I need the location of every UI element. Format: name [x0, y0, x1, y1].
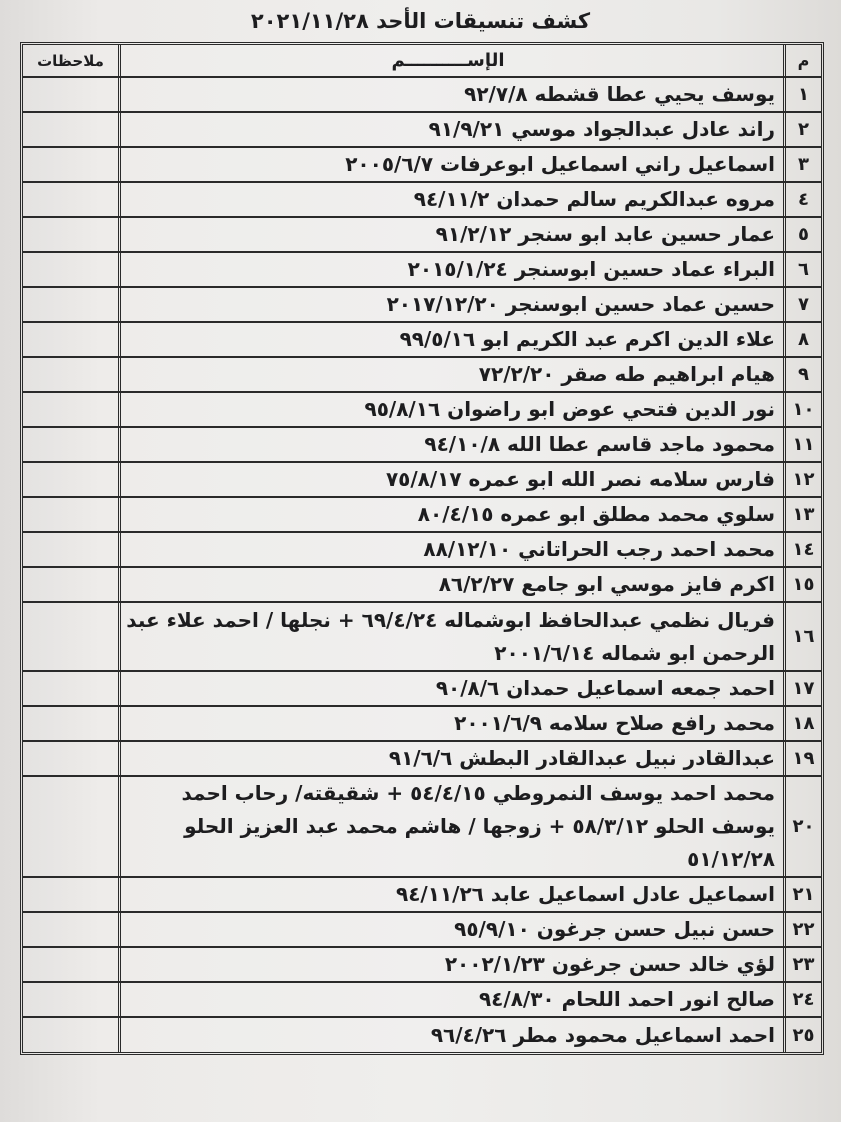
table-row [23, 463, 821, 498]
row-name: نور الدين فتحي عوض ابو راضوان ٩٥/٨/١٦ [118, 393, 783, 426]
row-notes [23, 603, 118, 670]
row-name: علاء الدين اكرم عبد الكريم ابو ٩٩/٥/١٦ [118, 323, 783, 356]
table-row [23, 1018, 821, 1052]
row-number: ١ [783, 78, 821, 111]
row-notes [23, 983, 118, 1016]
row-notes [23, 78, 118, 111]
row-number: ٢٢ [783, 913, 821, 946]
row-number: ٧ [783, 288, 821, 321]
row-number: ١٤ [783, 533, 821, 566]
table-row [23, 533, 821, 568]
row-notes [23, 913, 118, 946]
row-name: راند عادل عبدالجواد موسي ٩١/٩/٢١ [118, 113, 783, 146]
table-row [23, 148, 821, 183]
document-title: كشف تنسيقات الأحد ٢٠٢١/١١/٢٨ [250, 9, 591, 33]
row-number: ٢٤ [783, 983, 821, 1016]
table-body [23, 78, 821, 1052]
row-name: البراء عماد حسين ابوسنجر ٢٠١٥/١/٢٤ [118, 253, 783, 286]
table-row [23, 393, 821, 428]
row-name: صالح انور احمد اللحام ٩٤/٨/٣٠ [118, 983, 783, 1016]
row-notes [23, 253, 118, 286]
row-number: ٨ [783, 323, 821, 356]
row-notes [23, 533, 118, 566]
row-name: حسين عماد حسين ابوسنجر ٢٠١٧/١٢/٢٠ [118, 288, 783, 321]
row-number: ١٦ [783, 603, 821, 670]
row-number: ٢٣ [783, 948, 821, 981]
table-row [23, 742, 821, 777]
row-number: ١٩ [783, 742, 821, 775]
row-number: ١٠ [783, 393, 821, 426]
table-row [23, 253, 821, 288]
row-notes [23, 463, 118, 496]
table-row [23, 603, 821, 672]
row-notes [23, 218, 118, 251]
table-row [23, 777, 821, 878]
table-row [23, 288, 821, 323]
row-number: ١٥ [783, 568, 821, 601]
table-row [23, 948, 821, 983]
header-notes: ملاحظات [37, 51, 104, 70]
row-name: هيام ابراهيم طه صقر ٧٢/٢/٢٠ [118, 358, 783, 391]
row-name: اسماعيل عادل اسماعيل عابد ٩٤/١١/٢٦ [118, 878, 783, 911]
header-name: الإســــــــــم [118, 45, 783, 76]
row-name: احمد اسماعيل محمود مطر ٩٦/٤/٢٦ [118, 1018, 783, 1052]
row-notes [23, 323, 118, 356]
row-number: ٣ [783, 148, 821, 181]
row-number: ٢٠ [783, 777, 821, 876]
table-row [23, 358, 821, 393]
row-number: ٥ [783, 218, 821, 251]
table-row [23, 568, 821, 603]
row-name: محمد احمد رجب الحراتاني ٨٨/١٢/١٠ [118, 533, 783, 566]
row-notes [23, 777, 118, 876]
row-name: محمد احمد يوسف النمروطي ٥٤/٤/١٥ + شقيقته/ رحاب احمد يوسف الحلو ٥٨/٣/١٢ + زوجها / هاشم محمد عبد العزيز الحلو ٥١/١٢/٢٨ [118, 777, 783, 876]
row-notes [23, 672, 118, 705]
row-name: اسماعيل راني اسماعيل ابوعرفات ٢٠٠٥/٦/٧ [118, 148, 783, 181]
row-number: ٦ [783, 253, 821, 286]
row-name: محمود ماجد قاسم عطا الله ٩٤/١٠/٨ [118, 428, 783, 461]
table-row [23, 78, 821, 113]
row-name: محمد رافع صلاح سلامه ٢٠٠١/٦/٩ [118, 707, 783, 740]
table-row [23, 498, 821, 533]
row-name: فريال نظمي عبدالحافظ ابوشماله ٦٩/٤/٢٤ + نجلها / احمد علاء عبد الرحمن ابو شماله ٢٠٠١/٦/١٤ [118, 603, 783, 670]
row-notes [23, 288, 118, 321]
table-row [23, 672, 821, 707]
row-name: فارس سلامه نصر الله ابو عمره ٧٥/٨/١٧ [118, 463, 783, 496]
names-table [20, 42, 824, 1055]
row-name: لؤي خالد حسن جرغون ٢٠٠٢/١/٢٣ [118, 948, 783, 981]
row-name: سلوي محمد مطلق ابو عمره ٨٠/٤/١٥ [118, 498, 783, 531]
row-name: احمد جمعه اسماعيل حمدان ٩٠/٨/٦ [118, 672, 783, 705]
row-name: اكرم فايز موسي ابو جامع ٨٦/٢/٢٧ [118, 568, 783, 601]
row-number: ٤ [783, 183, 821, 216]
row-name: عمار حسين عابد ابو سنجر ٩١/٢/١٢ [118, 218, 783, 251]
header-number: م [783, 45, 821, 76]
row-number: ١٨ [783, 707, 821, 740]
row-notes [23, 707, 118, 740]
table-row [23, 323, 821, 358]
row-number: ٢٥ [783, 1018, 821, 1052]
row-notes [23, 183, 118, 216]
row-number: ٩ [783, 358, 821, 391]
row-notes [23, 148, 118, 181]
row-number: ١٣ [783, 498, 821, 531]
table-row [23, 707, 821, 742]
row-notes [23, 878, 118, 911]
table-row [23, 878, 821, 913]
row-notes [23, 1018, 118, 1052]
row-notes [23, 742, 118, 775]
row-notes [23, 568, 118, 601]
row-number: ٢ [783, 113, 821, 146]
row-notes [23, 498, 118, 531]
row-number: ١٧ [783, 672, 821, 705]
table-row [23, 113, 821, 148]
row-notes [23, 948, 118, 981]
row-notes [23, 393, 118, 426]
table-row [23, 183, 821, 218]
row-number: ٢١ [783, 878, 821, 911]
row-notes [23, 428, 118, 461]
row-number: ١٢ [783, 463, 821, 496]
table-row [23, 428, 821, 463]
row-name: مروه عبدالكريم سالم حمدان ٩٤/١١/٢ [118, 183, 783, 216]
row-name: يوسف يحيي عطا قشطه ٩٢/٧/٨ [118, 78, 783, 111]
table-row [23, 218, 821, 253]
row-notes [23, 358, 118, 391]
table-row [23, 983, 821, 1018]
table-header-row [23, 45, 821, 78]
row-notes [23, 113, 118, 146]
table-row [23, 913, 821, 948]
row-name: حسن نبيل حسن جرغون ٩٥/٩/١٠ [118, 913, 783, 946]
row-number: ١١ [783, 428, 821, 461]
row-name: عبدالقادر نبيل عبدالقادر البطش ٩١/٦/٦ [118, 742, 783, 775]
